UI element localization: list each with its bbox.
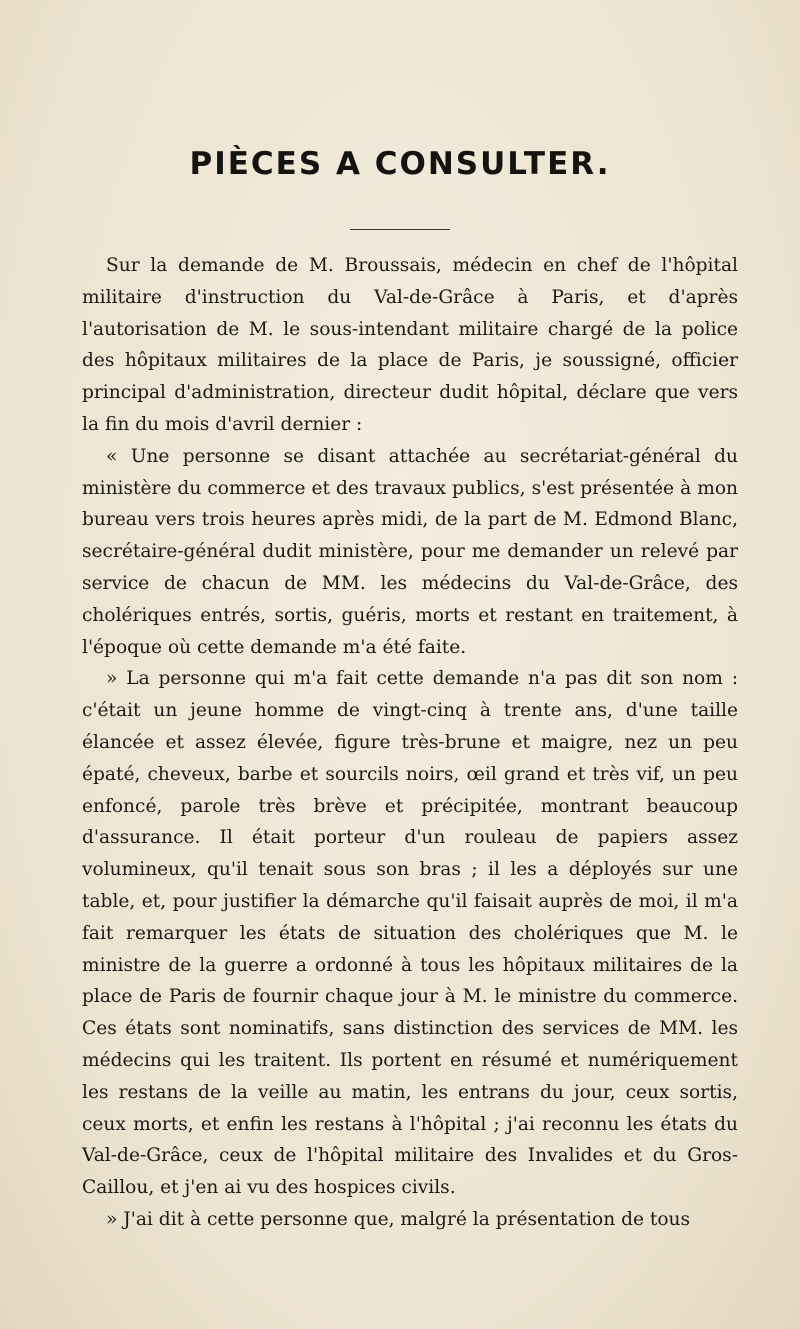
- page-title: PIÈCES A CONSULTER.: [189, 146, 611, 182]
- paragraph: Sur la demande de M. Broussais, médecin en chef de l'hôpital militaire d'instruction du Val-de-Grâce à Paris, et d'après l'autorisation de M. le sous-intendant militaire chargé de la police des hôpitaux militaires de la place de Paris, je soussigné, officier principal d'administration, directeur dudit hôpital, déclare que vers la fin du mois d'avril dernier :: [82, 255, 738, 435]
- paragraph: » J'ai dit à cette personne que, malgré la présentation de tous: [106, 1208, 691, 1230]
- title-rule: [350, 229, 450, 230]
- paragraph: » La personne qui m'a fait cette demande n'a pas dit son nom : c'était un jeune homme de vingt-cinq à trente ans, d'une taille élancée et assez élevée, figure très-brune et maigre, nez un peu épaté, cheveux, barbe et sourcils noirs, œil grand et très vif, un peu enfoncé, parole très brève et précipitée, montrant beaucoup d'assurance. Il était porteur d'un rouleau de papiers assez volumineux, qu'il tenait sous son bras ; il les a déployés sur une table, et, pour justifier la démarche qu'il faisait auprès de moi, il m'a fait remarquer les états de situation des cholériques que M. le ministre de la guerre a ordonné à tous les hôpitaux militaires de la place de Paris de fournir chaque jour à M. le ministre du commerce. Ces états sont nominatifs, sans distinction des services de MM. les médecins qui les traitent. Ils portent en résumé et numériquement les restans de la veille au matin, les entrans du jour, ceux sortis, ceux morts, et enfin les restans à l'hôpital ; j'ai reconnu les états du Val-de-Grâce, ceux de l'hôpital militaire des Invalides et du Gros-Caillou, et j'en ai vu des hospices civils.: [82, 668, 738, 1199]
- body-text: [82, 250, 738, 1236]
- paragraph: « Une personne se disant attachée au secrétariat-général du ministère du commerce et des travaux publics, s'est présentée à mon bureau vers trois heures après midi, de la part de M. Edmond Blanc, secrétaire-général dudit ministère, pour me demander un relevé par service de chacun de MM. les médecins du Val-de-Grâce, des cholériques entrés, sortis, guéris, morts et restant en traitement, à l'époque où cette demande m'a été faite.: [82, 445, 738, 658]
